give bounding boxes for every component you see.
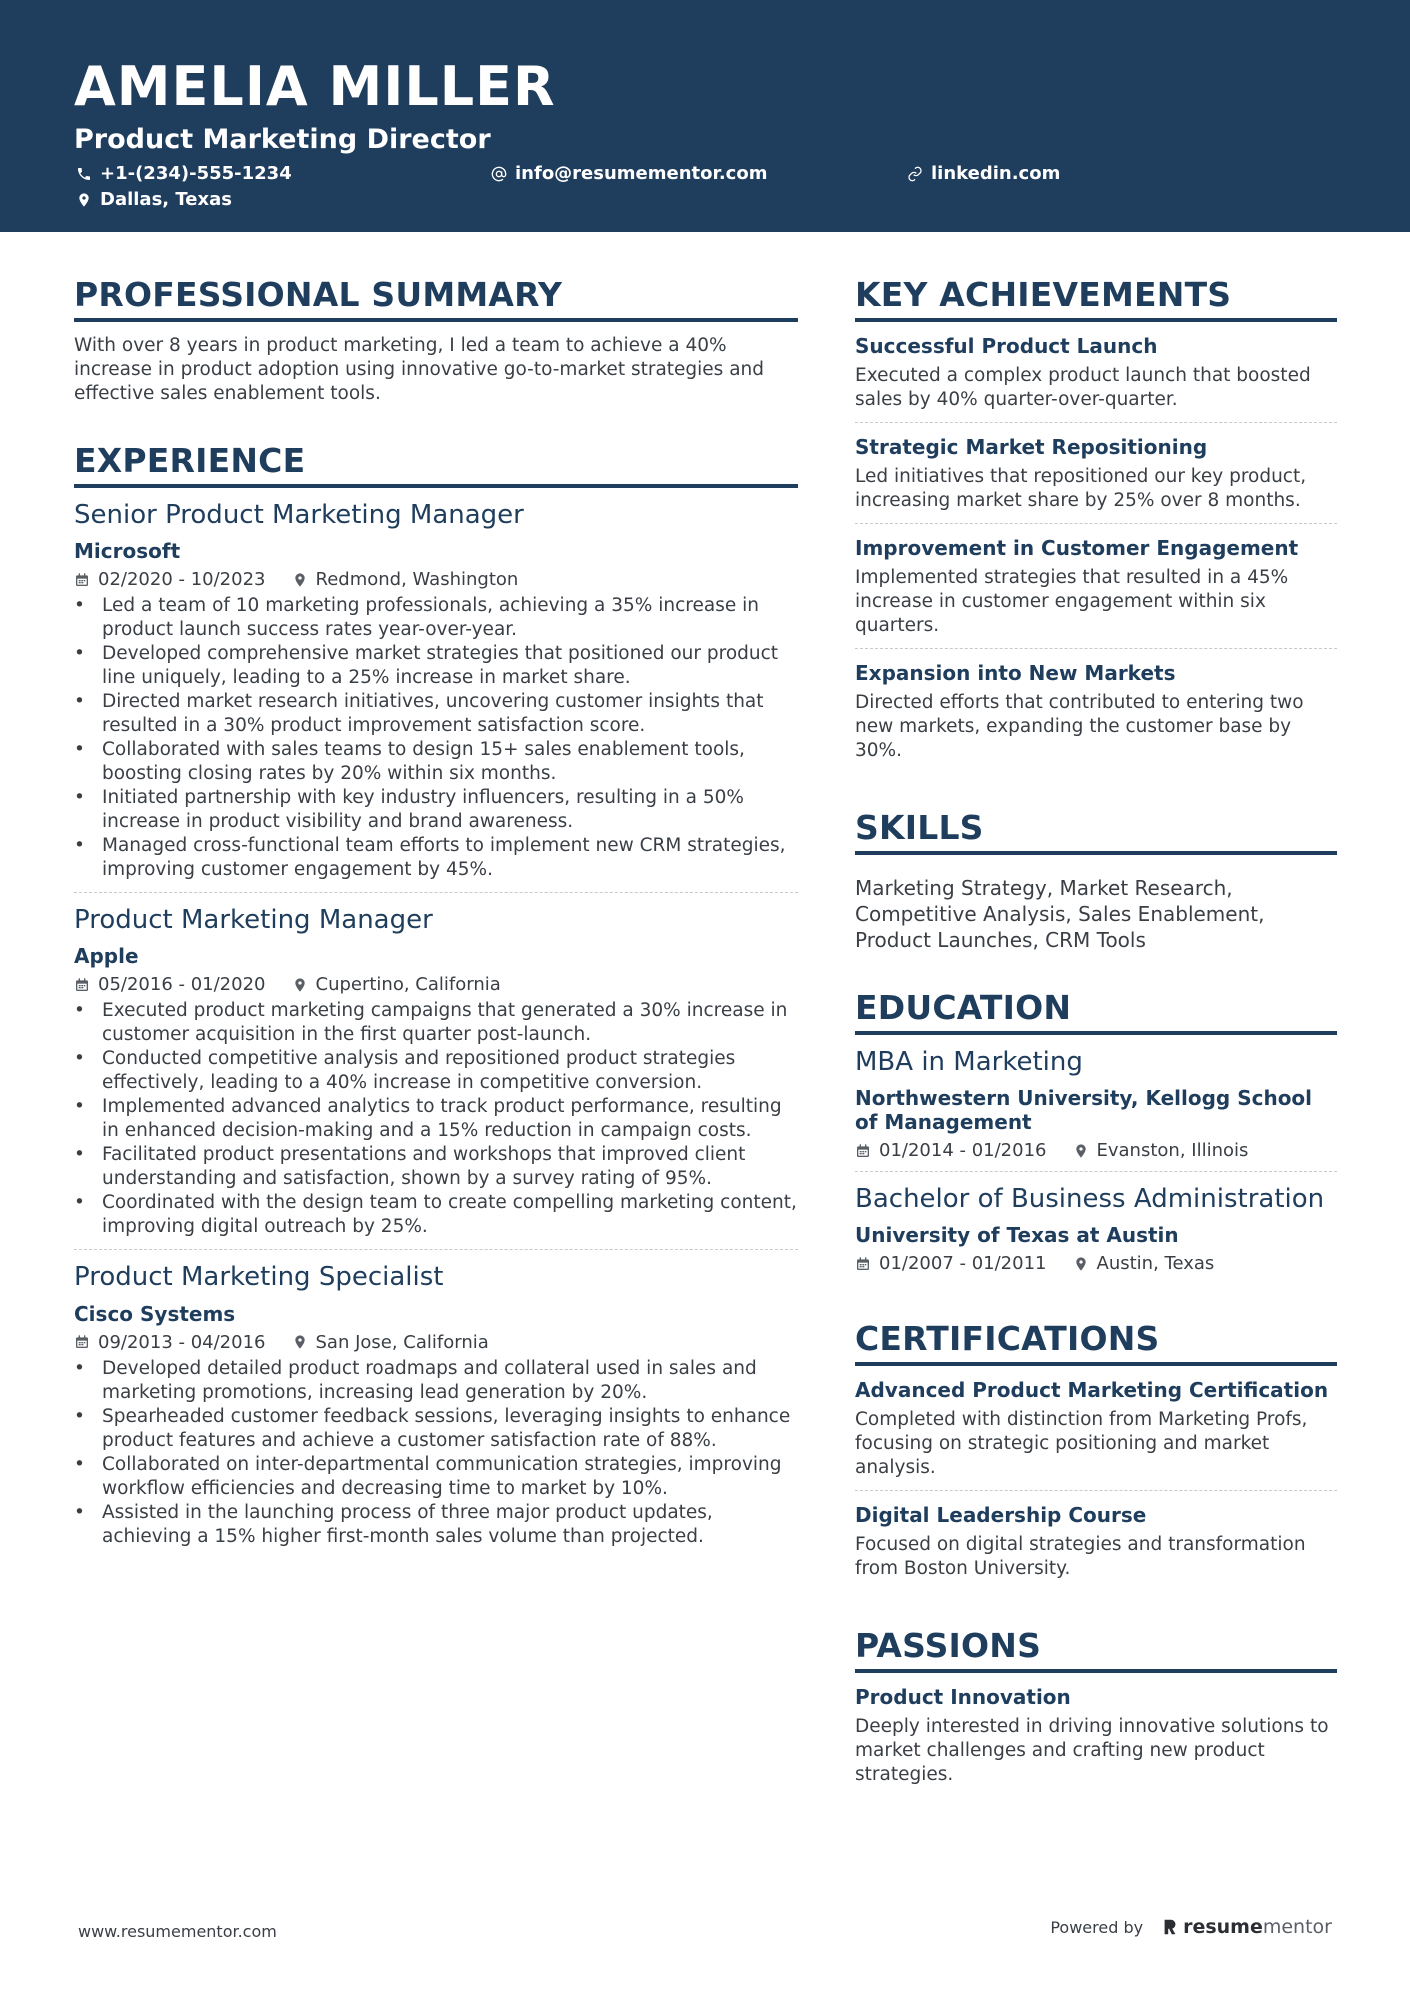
achievement-item-title: Successful Product Launch — [855, 334, 1158, 358]
passions-heading: PASSIONS — [855, 1629, 1337, 1673]
passion-item-description: Deeply interested in driving innovative solutions to market challenges and crafting new product strategies. — [855, 1716, 1329, 1786]
resume-header — [0, 0, 1410, 232]
achievement-item-title: Strategic Market Repositioning — [855, 435, 1208, 459]
education-heading: EDUCATION — [855, 991, 1337, 1035]
summary-text: With over 8 years in product marketing, I led a team to achieve a 40% increase in product adoption using innovative go-to-market strategies and effective sales enablement tools. — [74, 335, 765, 404]
date-text: 01/2014 - 01/2016 — [879, 1140, 1047, 1162]
company-name: Apple — [74, 944, 139, 969]
skills-heading: SKILLS — [855, 811, 1337, 855]
achievement-item — [855, 322, 1337, 423]
contact-email[interactable] — [491, 165, 767, 183]
certification-item — [855, 1491, 1337, 1591]
location — [1073, 1253, 1215, 1274]
date-range — [74, 1332, 266, 1353]
bullet-item: • Conducted competitive analysis and repositioned product strategies effectively, leading to a 40% increase in competitive conversion. — [74, 1047, 798, 1095]
job-bullets — [74, 999, 798, 1239]
date-location-row — [855, 1253, 1337, 1274]
skills-text: Marketing Strategy, Market Research, Competitive Analysis, Sales Enablement, Product Launches, CRM Tools — [855, 876, 1265, 952]
phone-icon — [76, 166, 92, 182]
job-bullets — [74, 594, 798, 882]
date-range — [74, 974, 266, 995]
bullet-item: • Managed cross-functional team efforts to implement new CRM strategies, improving customer engagement by 45%. — [74, 834, 798, 882]
map-pin-icon — [76, 192, 92, 208]
bullet-item: • Initiated partnership with key industry influencers, resulting in a 50% increase in product visibility and brand awareness. — [74, 786, 798, 834]
link-icon — [907, 166, 923, 182]
certifications-list — [855, 1366, 1337, 1591]
location-text: Cupertino, California — [315, 974, 501, 996]
location-text: Evanston, Illinois — [1096, 1140, 1249, 1162]
calendar-icon — [74, 1334, 90, 1350]
date-location-row — [74, 569, 798, 590]
passions-section — [855, 1626, 1337, 1797]
certification-item — [855, 1366, 1337, 1491]
contact-linkedin[interactable] — [907, 165, 1060, 183]
job-title: Senior Product Marketing Manager — [74, 500, 524, 530]
achievement-item — [855, 423, 1337, 524]
location-text: San Jose, California — [315, 1331, 489, 1353]
brand-mark-icon — [1161, 1918, 1179, 1936]
achievement-item-title: Expansion into New Markets — [855, 661, 1176, 685]
bullet-item: • Developed detailed product roadmaps and collateral used in sales and marketing promotions, increasing lead generation by 20%. — [74, 1357, 798, 1405]
map-pin-icon — [292, 977, 308, 993]
location-text: Austin, Texas — [1096, 1253, 1215, 1275]
degree-name: Bachelor of Business Administration — [855, 1184, 1325, 1215]
bullet-item: • Led a team of 10 marketing professionals, achieving a 35% increase in product launch success rates year-over-year. — [74, 594, 798, 642]
location-text: Redmond, Washington — [315, 569, 519, 591]
footer-powered — [1050, 1916, 1332, 1938]
bullet-item: • Directed market research initiatives, uncovering customer insights that resulted in a 30% product improvement satisfaction score. — [74, 690, 798, 738]
map-pin-icon — [1073, 1256, 1089, 1272]
map-pin-icon — [292, 572, 308, 588]
degree-name: MBA in Marketing — [855, 1047, 1083, 1077]
map-pin-icon — [1073, 1143, 1089, 1159]
job-title: Product Marketing Specialist — [74, 1262, 444, 1293]
certifications-heading: CERTIFICATIONS — [855, 1322, 1337, 1366]
education-list — [855, 1035, 1337, 1284]
bullet-item: • Facilitated product presentations and workshops that improved client understanding and satisfaction, shown by a survey rating of 95%. — [74, 1143, 798, 1191]
linkedin-text: linkedin.com — [931, 163, 1061, 184]
candidate-name: AMELIA MILLER — [74, 55, 556, 118]
date-range — [74, 569, 266, 590]
contact-location — [76, 191, 232, 209]
experience-section — [74, 441, 798, 1559]
date-text: 05/2016 - 01/2020 — [98, 974, 266, 996]
passion-item-title: Product Innovation — [855, 1685, 1071, 1710]
job-entry — [74, 1250, 798, 1558]
passions-list — [855, 1673, 1337, 1797]
education-section — [855, 988, 1337, 1284]
achievement-item — [855, 649, 1337, 773]
passion-item — [855, 1673, 1337, 1797]
at-sign-icon — [491, 166, 507, 182]
candidate-title: Product Marketing Director — [74, 124, 491, 155]
brand-logo[interactable] — [1161, 1916, 1332, 1938]
certification-item-title: Digital Leadership Course — [855, 1503, 1147, 1528]
school-name: Northwestern University, Kellogg School of Management — [855, 1086, 1313, 1135]
map-pin-icon — [292, 1334, 308, 1350]
location — [292, 1332, 489, 1353]
left-column — [74, 275, 798, 1597]
bullet-item: • Collaborated on inter-departmental communication strategies, improving workflow efficiencies and decreasing time to market by 10%. — [74, 1453, 798, 1501]
achievements-section — [855, 275, 1337, 773]
certification-item-description: Focused on digital strategies and transformation from Boston University. — [855, 1534, 1306, 1580]
calendar-icon — [855, 1143, 871, 1159]
achievement-item-description: Executed a complex product launch that boosted sales by 40% quarter-over-quarter. — [855, 365, 1311, 410]
calendar-icon — [74, 977, 90, 993]
date-location-row — [855, 1140, 1337, 1161]
education-entry — [855, 1035, 1337, 1172]
brand-name-light: mentor — [1262, 1916, 1332, 1938]
location-text: Dallas, Texas — [100, 189, 232, 210]
date-text: 02/2020 - 10/2023 — [98, 569, 266, 591]
calendar-icon — [855, 1256, 871, 1272]
bullet-item: • Implemented advanced analytics to track product performance, resulting in enhanced decision-making and a 15% reduction in campaign costs. — [74, 1095, 798, 1143]
achievement-item-description: Implemented strategies that resulted in a 45% increase in customer engagement within six quarters. — [855, 567, 1289, 636]
summary-heading: PROFESSIONAL SUMMARY — [74, 278, 798, 322]
job-entry — [74, 488, 798, 893]
bullet-item: • Collaborated with sales teams to design 15+ sales enablement tools, boosting closing rates by 20% within six months. — [74, 738, 798, 786]
school-name: University of Texas at Austin — [855, 1223, 1179, 1248]
job-entry — [74, 893, 798, 1250]
calendar-icon — [74, 572, 90, 588]
skills-section — [855, 808, 1337, 953]
bullet-item: • Assisted in the launching process of three major product updates, achieving a 15% higher first-month sales volume than projected. — [74, 1501, 798, 1549]
experience-heading: EXPERIENCE — [74, 444, 798, 488]
location — [292, 569, 519, 590]
phone-text: +1-(234)-555-1234 — [100, 163, 292, 184]
company-name: Microsoft — [74, 539, 181, 564]
bullet-item: • Executed product marketing campaigns that generated a 30% increase in customer acquisition in the first quarter post-launch. — [74, 999, 798, 1047]
date-range — [855, 1253, 1047, 1274]
certification-item-description: Completed with distinction from Marketing Profs, focusing on strategic positioning and market analysis. — [855, 1409, 1308, 1479]
location — [1073, 1140, 1249, 1161]
right-column — [855, 275, 1337, 1835]
email-text: info@resumementor.com — [515, 163, 768, 184]
job-title: Product Marketing Manager — [74, 905, 433, 936]
date-text: 01/2007 - 01/2011 — [879, 1253, 1047, 1275]
contact-phone[interactable] — [76, 165, 292, 183]
education-entry — [855, 1172, 1337, 1284]
date-text: 09/2013 - 04/2016 — [98, 1331, 266, 1353]
achievement-item-description: Led initiatives that repositioned our key product, increasing market share by 25% over 8 months. — [855, 466, 1307, 511]
certifications-section — [855, 1319, 1337, 1591]
bullet-item: • Spearheaded customer feedback sessions, leveraging insights to enhance product features and achieve a customer satisfaction rate of 88%. — [74, 1405, 798, 1453]
achievement-item — [855, 524, 1337, 649]
date-range — [855, 1140, 1047, 1161]
company-name: Cisco Systems — [74, 1301, 236, 1326]
date-location-row — [74, 1332, 798, 1353]
bullet-item: • Developed comprehensive market strategies that positioned our product line uniquely, leading to a 25% increase in market share. — [74, 642, 798, 690]
experience-list — [74, 488, 798, 1559]
achievements-heading: KEY ACHIEVEMENTS — [855, 278, 1337, 322]
achievement-item-title: Improvement in Customer Engagement — [855, 536, 1299, 560]
summary-section — [74, 275, 798, 406]
date-location-row — [74, 974, 798, 995]
certification-item-title: Advanced Product Marketing Certification — [855, 1378, 1329, 1403]
powered-by-label: Powered by — [1050, 1917, 1144, 1937]
achievements-list — [855, 322, 1337, 773]
location — [292, 974, 501, 995]
achievement-item-description: Directed efforts that contributed to entering two new markets, expanding the customer base by 30%. — [855, 692, 1304, 761]
bullet-item: • Coordinated with the design team to create compelling marketing content, improving digital outreach by 25%. — [74, 1191, 798, 1239]
brand-name-bold: resume — [1183, 1916, 1263, 1938]
footer-website[interactable]: www.resumementor.com — [78, 1922, 277, 1941]
job-bullets — [74, 1357, 798, 1549]
